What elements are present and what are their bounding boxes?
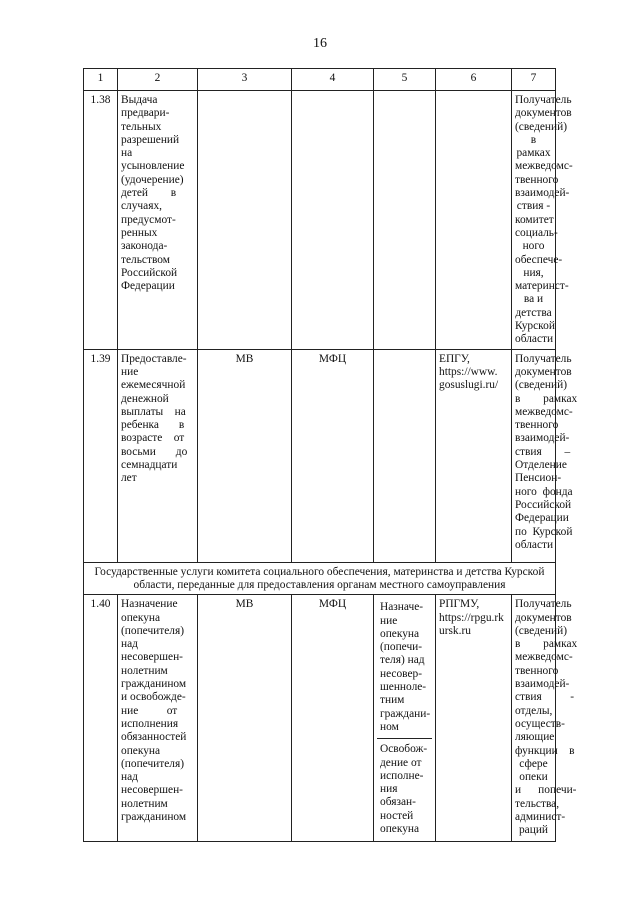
page-number: 16 [313, 36, 327, 51]
cell-col-5 [374, 595, 436, 842]
service-name: Выдача предвари- тельных разрешений на усыновление (удочерение) детей в случаях, предусмот- ренных законода- тельством Российской Федерации [118, 91, 198, 350]
header-col-6: 6 [436, 69, 512, 91]
table-row [84, 91, 556, 350]
services-table [83, 68, 578, 842]
cell-col-6: ЕПГУ, https://www. gosuslugi.ru/ [436, 349, 512, 562]
section-title: Государственные услуги комитета социального обеспечения, материнства и детства Курской области, переданные для предоставления органам местного самоуправления [84, 562, 556, 595]
cell-col-3: МВ [198, 349, 292, 562]
header-row [84, 69, 556, 91]
cell-col-4: МФЦ [292, 349, 374, 562]
row-number: 1.40 [84, 595, 118, 842]
row-number: 1.38 [84, 91, 118, 350]
recipient-info: Получатель документов (сведений) в рамках межведомс- твенного взаимодей- ствия – Отделение Пенсион- ного фонда Российской Федерации по Курской области [512, 349, 556, 562]
header-col-4: 4 [292, 69, 374, 91]
cell-col-5 [374, 349, 436, 562]
header-col-1: 1 [84, 69, 118, 91]
row-number: 1.39 [84, 349, 118, 562]
table-row [84, 349, 556, 562]
subservice-appointment: Назначе- ние опекуна (попечи- теля) над несовер- шенноле- тним граждани- ном [377, 598, 432, 739]
table-row [84, 595, 556, 842]
service-name: Назначение опекуна (попечителя) над несовершен- нолетним гражданином и освобожде- ние от исполнения обязанностей опекуна (попечителя) над несовершен- нолетним гражданином [118, 595, 198, 842]
cell-col-6: РПГМУ, https://rpgu.rk ursk.ru [436, 595, 512, 842]
cell-col-3 [198, 91, 292, 350]
header-col-2: 2 [118, 69, 198, 91]
cell-col-6 [436, 91, 512, 350]
cell-col-5 [374, 91, 436, 350]
header-col-7: 7 [512, 69, 556, 91]
section-header-row [84, 562, 556, 595]
header-col-3: 3 [198, 69, 292, 91]
service-name: Предоставле- ние ежемесячной денежной выплаты на ребенка в возрасте от восьми до семнадцати лет [118, 349, 198, 562]
cell-col-4: МФЦ [292, 595, 374, 842]
cell-col-3: МВ [198, 595, 292, 842]
header-col-5: 5 [374, 69, 436, 91]
recipient-info: Получатель документов (сведений) в рамках межведомс- твенного взаимодей- ствия - комитет социаль- ного обеспече- ния, материнст- ва и детства Курской области [512, 91, 556, 350]
recipient-info: Получатель документов (сведений) в рамках межведомс- твенного взаимодей- ствия - отделы, осуществ- ляющие функции в сфере опеки и попечи- тельства, админист- раций [512, 595, 556, 842]
subservice-release: Освобож- дение от исполне- ния обязан- ностей опекуна [380, 743, 428, 835]
cell-col-4 [292, 91, 374, 350]
